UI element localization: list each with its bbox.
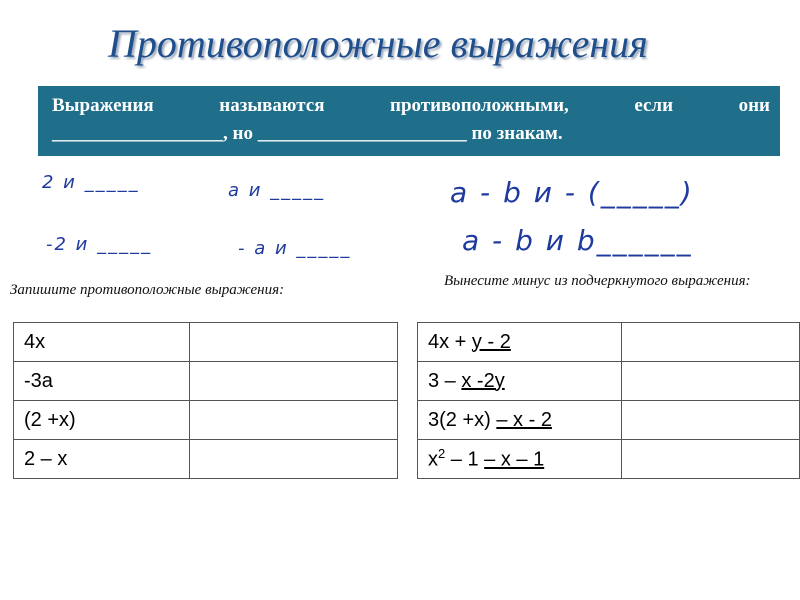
definition-word: они bbox=[738, 95, 770, 116]
exercise-5: - а и _____ bbox=[238, 238, 352, 259]
right-caption: Вынесите минус из подчеркнутого выражения: bbox=[444, 273, 751, 289]
exponent: 2 bbox=[438, 446, 446, 462]
underlined-expression: – x – 1 bbox=[484, 448, 545, 471]
table-row bbox=[14, 440, 398, 479]
definition-blank-2: ______________________ bbox=[257, 123, 467, 144]
table-row bbox=[14, 362, 398, 401]
table-row bbox=[14, 401, 398, 440]
table-cell bbox=[418, 362, 622, 401]
definition-box bbox=[38, 86, 780, 156]
definition-word: называются bbox=[219, 95, 325, 116]
definition-blank-1: __________________ bbox=[52, 123, 223, 144]
definition-text: по знакам. bbox=[466, 123, 563, 144]
table-cell bbox=[418, 401, 622, 440]
answer-cell[interactable] bbox=[622, 323, 800, 362]
underlined-expression: x -2y bbox=[461, 369, 505, 392]
exercise-4: -2 и _____ bbox=[46, 234, 153, 255]
answer-cell[interactable] bbox=[622, 440, 800, 479]
table-row bbox=[418, 323, 800, 362]
table-cell: (2 +x) bbox=[14, 401, 190, 440]
definition-word: противоположными, bbox=[390, 95, 569, 116]
definition-line-2 bbox=[52, 120, 770, 148]
answer-cell[interactable] bbox=[622, 362, 800, 401]
table-cell bbox=[418, 440, 622, 479]
answer-cell[interactable] bbox=[190, 323, 398, 362]
table-cell: -3a bbox=[14, 362, 190, 401]
answer-cell[interactable] bbox=[622, 401, 800, 440]
expression-text: – 1 bbox=[445, 448, 485, 471]
expression-text: 4x + bbox=[428, 330, 472, 353]
exercise-6: a - b и b______ bbox=[462, 224, 693, 257]
table-row bbox=[418, 362, 800, 401]
left-table bbox=[13, 322, 398, 479]
answer-cell[interactable] bbox=[190, 362, 398, 401]
exercise-3: a - b и - (_____) bbox=[450, 176, 694, 209]
definition-word: Выражения bbox=[52, 95, 154, 116]
page-title: Противоположные выражения bbox=[108, 21, 648, 66]
exercise-2: а и _____ bbox=[228, 180, 326, 201]
answer-cell[interactable] bbox=[190, 440, 398, 479]
table-cell: 4x bbox=[14, 323, 190, 362]
right-table bbox=[417, 322, 800, 479]
exercise-1: 2 и _____ bbox=[42, 172, 140, 193]
expression-text: 3(2 +x) bbox=[428, 408, 497, 431]
answer-cell[interactable] bbox=[190, 401, 398, 440]
underlined-expression: y - 2 bbox=[471, 330, 511, 353]
underlined-expression: – x - 2 bbox=[496, 408, 552, 431]
table-row bbox=[418, 401, 800, 440]
definition-text: , но bbox=[223, 123, 258, 144]
expression-text: 3 – bbox=[428, 369, 462, 392]
table-cell bbox=[418, 323, 622, 362]
definition-line-1 bbox=[52, 92, 770, 120]
definition-word: если bbox=[634, 95, 674, 116]
expression-text: x bbox=[428, 448, 438, 471]
table-row bbox=[418, 440, 800, 479]
table-cell: 2 – x bbox=[14, 440, 190, 479]
table-row bbox=[14, 323, 398, 362]
left-caption: Запишите противоположные выражения: bbox=[10, 282, 285, 298]
